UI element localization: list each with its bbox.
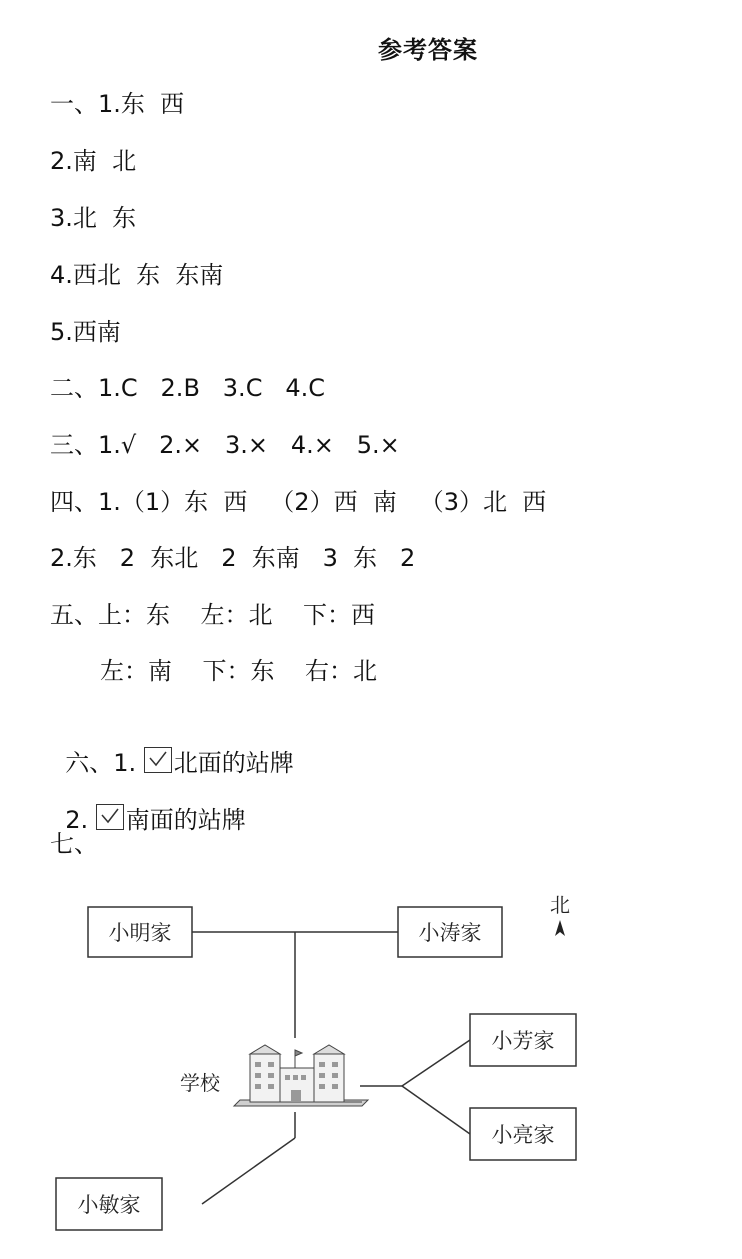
answer-line-4: 4.西北 东 东南 — [50, 261, 224, 289]
checkmark-icon — [144, 747, 172, 773]
answer-line-12-prefix: 六、1. — [65, 749, 144, 777]
house-xiaoming — [88, 907, 192, 957]
house-xiaoliang — [470, 1108, 576, 1160]
north-label: 北 — [550, 893, 570, 917]
answer-line-6: 二、1.C 2.B 3.C 4.C — [50, 374, 325, 402]
answer-line-2: 2.南 北 — [50, 147, 137, 175]
north-arrow-icon — [555, 920, 565, 936]
answer-line-13-text: 南面的站牌 — [125, 806, 246, 834]
checkmark-icon — [96, 804, 124, 830]
house-xiaomin-label: 小敏家 — [77, 1193, 141, 1217]
school-label: 学校 — [180, 1071, 220, 1095]
house-xiaomin — [56, 1178, 162, 1230]
answer-line-7: 三、1.√ 2.× 3.× 4.× 5.× — [50, 431, 400, 459]
route-map — [50, 890, 590, 1235]
house-xiaotao-label: 小涛家 — [418, 921, 482, 945]
house-xiaotao — [398, 907, 502, 957]
answer-line-13 — [50, 772, 246, 836]
answer-line-8: 四、1.（1）东 西 （2）西 南 （3）北 西 — [50, 488, 547, 516]
answer-line-1: 一、1.东 西 — [50, 90, 185, 118]
answer-line-13-prefix: 2. — [65, 806, 96, 834]
house-xiaoming-label: 小明家 — [108, 921, 172, 945]
answer-line-3: 3.北 东 — [50, 204, 137, 232]
answer-line-9: 2.东 2 东北 2 东南 3 东 2 — [50, 544, 416, 572]
house-xiaoliang-label: 小亮家 — [491, 1123, 555, 1147]
school-building-icon — [234, 1045, 368, 1106]
answer-line-12 — [50, 715, 294, 779]
answer-line-10: 五、上：东 左：北 下：西 — [50, 601, 376, 629]
house-xiaofang — [470, 1014, 576, 1066]
answer-line-14: 七、 — [50, 830, 98, 858]
page-title: 参考答案 — [378, 36, 478, 64]
answer-line-11: 左：南 下：东 右：北 — [100, 657, 378, 685]
answer-line-5: 5.西南 — [50, 318, 121, 346]
answer-line-12-text: 北面的站牌 — [173, 749, 294, 777]
house-xiaofang-label: 小芳家 — [491, 1029, 555, 1053]
